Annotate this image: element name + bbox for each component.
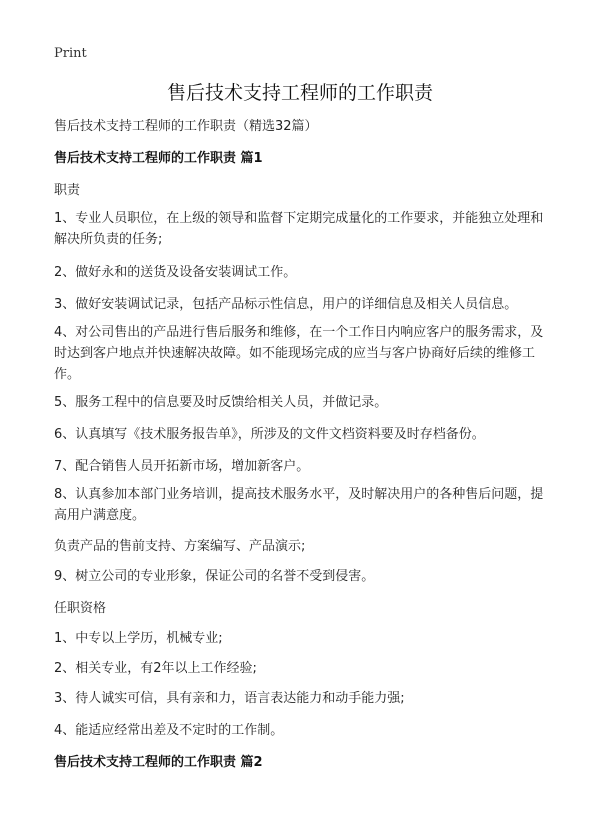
paragraph-qualification-1: 1、中专以上学历，机械专业; bbox=[54, 631, 223, 646]
paragraph-qualifications-label: 任职资格 bbox=[54, 601, 107, 616]
paragraph-duty-1: 1、专业人员职位，在上级的领导和监督下定期完成量化的工作要求，并能独立处理和解决所负责的任务; bbox=[54, 211, 544, 247]
paragraph-duty-9: 9、树立公司的专业形象，保证公司的名誉不受到侵害。 bbox=[54, 569, 375, 584]
paragraph-duty-6: 6、认真填写《技术服务报告单》，所涉及的文件文档资料要及时存档备份。 bbox=[54, 427, 485, 442]
paragraph-duty-7: 7、配合销售人员开拓新市场，增加新客户。 bbox=[54, 459, 310, 474]
paragraph-duty-5: 5、服务工程中的信息要及时反馈给相关人员，并做记录。 bbox=[54, 395, 388, 410]
print-link[interactable]: Print bbox=[54, 46, 87, 61]
paragraph-qualification-4: 4、能适应经常出差及不定时的工作制。 bbox=[54, 723, 284, 738]
document-subtitle: 售后技术支持工程师的工作职责（精选32篇） bbox=[54, 119, 318, 134]
paragraph-duty-2: 2、做好永和的送货及设备安装调试工作。 bbox=[54, 265, 297, 280]
paragraph-duty-3: 3、做好安装调试记录，包括产品标示性信息，用户的详细信息及相关人员信息。 bbox=[54, 297, 518, 312]
paragraph-duties-label: 职责 bbox=[54, 183, 81, 198]
paragraph-duty-4: 4、对公司售出的产品进行售后服务和维修，在一个工作日内响应客户的服务需求，及时达到客户地点并快速解决故障。如不能现场完成的应当与客户协商好后续的维修工作。 bbox=[54, 325, 544, 382]
section-heading-2: 售后技术支持工程师的工作职责 篇2 bbox=[54, 755, 263, 770]
document-title: 售后技术支持工程师的工作职责 bbox=[166, 82, 433, 104]
paragraph-duty-8: 8、认真参加本部门业务培训，提高技术服务水平，及时解决用户的各种售后问题，提高用户满意度。 bbox=[54, 487, 544, 523]
paragraph-qualification-2: 2、相关专业，有2年以上工作经验; bbox=[54, 661, 257, 676]
paragraph-presales: 负责产品的售前支持、方案编写、产品演示; bbox=[54, 539, 306, 554]
paragraph-qualification-3: 3、待人诚实可信，具有亲和力，语言表达能力和动手能力强; bbox=[54, 691, 405, 706]
section-heading-1: 售后技术支持工程师的工作职责 篇1 bbox=[54, 151, 263, 166]
